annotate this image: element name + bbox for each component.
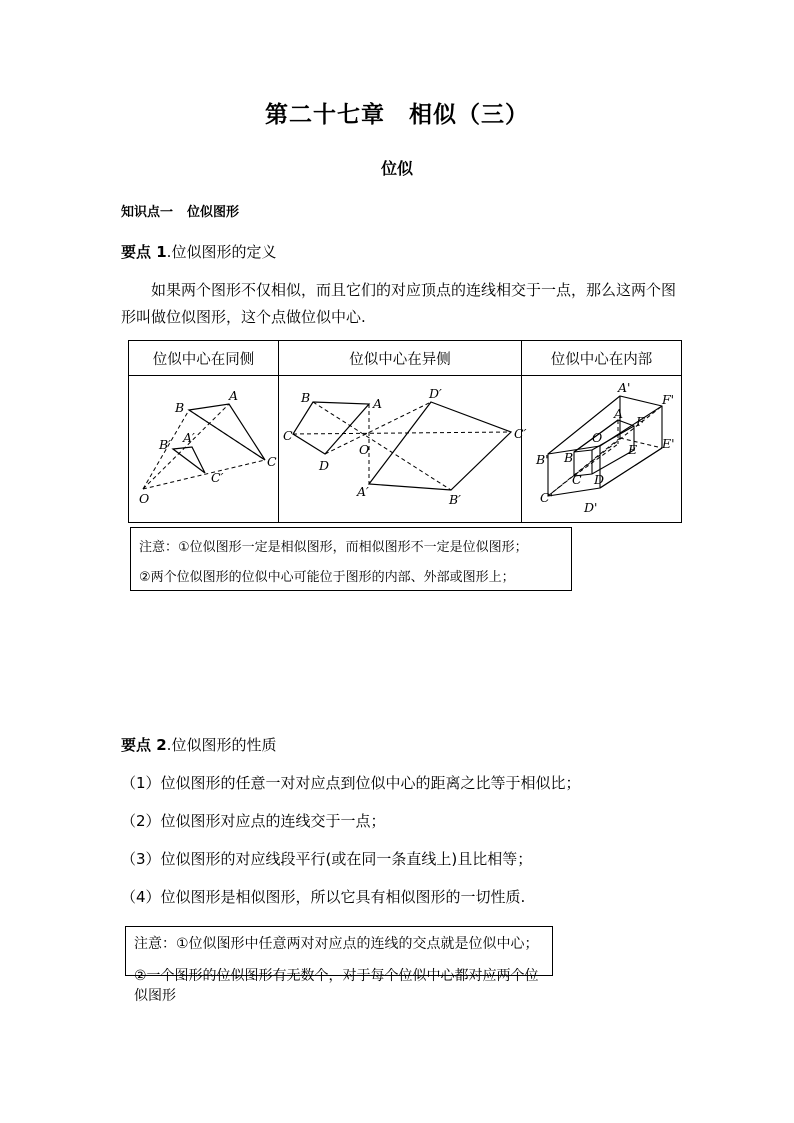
property-item-4: （4）位似图形是相似图形，所以它具有相似图形的一切性质.: [121, 888, 526, 906]
label-D-prime: D′: [429, 386, 442, 401]
point1-text: .位似图形的定义: [166, 243, 277, 261]
note2-line2: ②一个图形的位似图形有无数个，对于每个位似中心都对应两个位似图形: [134, 968, 539, 1004]
hidden-edge-2: [620, 438, 662, 448]
ray-oc: [143, 460, 265, 489]
label-B: B: [564, 450, 574, 465]
label-C-prime: C′: [211, 470, 224, 485]
knowledge-point-name: 位似图形: [187, 205, 240, 220]
line-bb-prime: [313, 402, 451, 490]
triangle-abc-prime: [173, 447, 205, 473]
label-A: A: [614, 406, 624, 421]
label-E-prime: E': [662, 436, 675, 451]
label-D: D: [319, 458, 330, 473]
label-E: E: [628, 442, 638, 457]
label-A-prime: A′: [183, 430, 195, 445]
figure-same-side-cell: [129, 376, 279, 523]
quad-abcd: [293, 402, 369, 454]
header-inside: 位似中心在内部: [522, 341, 682, 376]
label-A: A: [229, 388, 239, 403]
homothety-figure-table: [128, 340, 682, 523]
label-F-prime: F': [662, 392, 675, 407]
label-C: C: [283, 428, 293, 443]
header-opposite-side: 位似中心在异侧: [279, 341, 522, 376]
property-item-2: （2）位似图形对应点的连线交于一点；: [121, 812, 386, 830]
label-B-prime: B′: [159, 437, 172, 452]
label-O: O: [592, 430, 603, 445]
knowledge-point-label: 知识点一: [121, 205, 174, 220]
label-A-prime: A': [618, 380, 631, 395]
point2-heading: [121, 734, 276, 755]
note1-line2: ②两个位似图形的位似中心可能位于图形的内部、外部或图形上；: [139, 570, 515, 585]
section-subtitle: 位似: [380, 159, 413, 178]
knowledge-point-heading: [121, 201, 239, 220]
label-C: C: [572, 472, 582, 487]
label-B: B: [301, 390, 311, 405]
prism-outline: [548, 396, 662, 496]
label-C-prime: C': [540, 490, 554, 505]
header-same-side: 位似中心在同侧: [129, 341, 279, 376]
label-A-prime: A′: [357, 484, 369, 499]
label-C: C: [267, 454, 277, 469]
figure-opposite-side-cell: [279, 376, 527, 523]
page-title: 第二十七章 相似（三）: [265, 101, 529, 128]
label-C-prime: C′: [514, 426, 527, 441]
figure-inside-cell: [522, 376, 682, 523]
note-box-1: [130, 527, 572, 591]
figure-same-side: [129, 376, 279, 518]
quad-abcd-prime: [369, 402, 511, 490]
inner-prism: [574, 420, 634, 476]
figure-opposite-side: [279, 376, 527, 518]
label-O: O: [139, 491, 150, 506]
point2-text: .位似图形的性质: [166, 736, 277, 754]
hidden-edge-1: [548, 438, 620, 496]
point1-heading: [121, 241, 276, 262]
note2-line1: 注意：①位似图形中任意两对对应点的连线的交点就是位似中心；: [134, 936, 539, 952]
point1-prefix: 要点 1: [121, 243, 167, 261]
note1-line1: 注意：①位似图形一定是相似图形，而相似图形不一定是位似图形；: [139, 540, 528, 555]
label-B: B: [175, 400, 185, 415]
label-F: F: [636, 414, 645, 429]
label-B-prime: B′: [449, 492, 462, 507]
property-item-1: （1）位似图形的任意一对对应点到位似中心的距离之比等于相似比；: [121, 774, 581, 792]
property-item-3: （3）位似图形的对应线段平行(或在同一条直线上)且比相等；: [121, 850, 533, 868]
point2-prefix: 要点 2: [121, 736, 167, 754]
label-B-prime: B': [536, 452, 549, 467]
label-D-prime: D': [584, 500, 598, 515]
definition-paragraph: 如果两个图形不仅相似，而且它们的对应顶点的连线相交于一点，那么这两个图形叫做位似图形，这个点做位似中心.: [121, 281, 677, 326]
note-box-2: [125, 926, 553, 1004]
line-cc-prime: [293, 432, 511, 434]
label-O: O: [359, 442, 370, 457]
label-A: A: [373, 396, 383, 411]
label-D: D: [594, 472, 605, 487]
figure-inside: [522, 376, 682, 518]
